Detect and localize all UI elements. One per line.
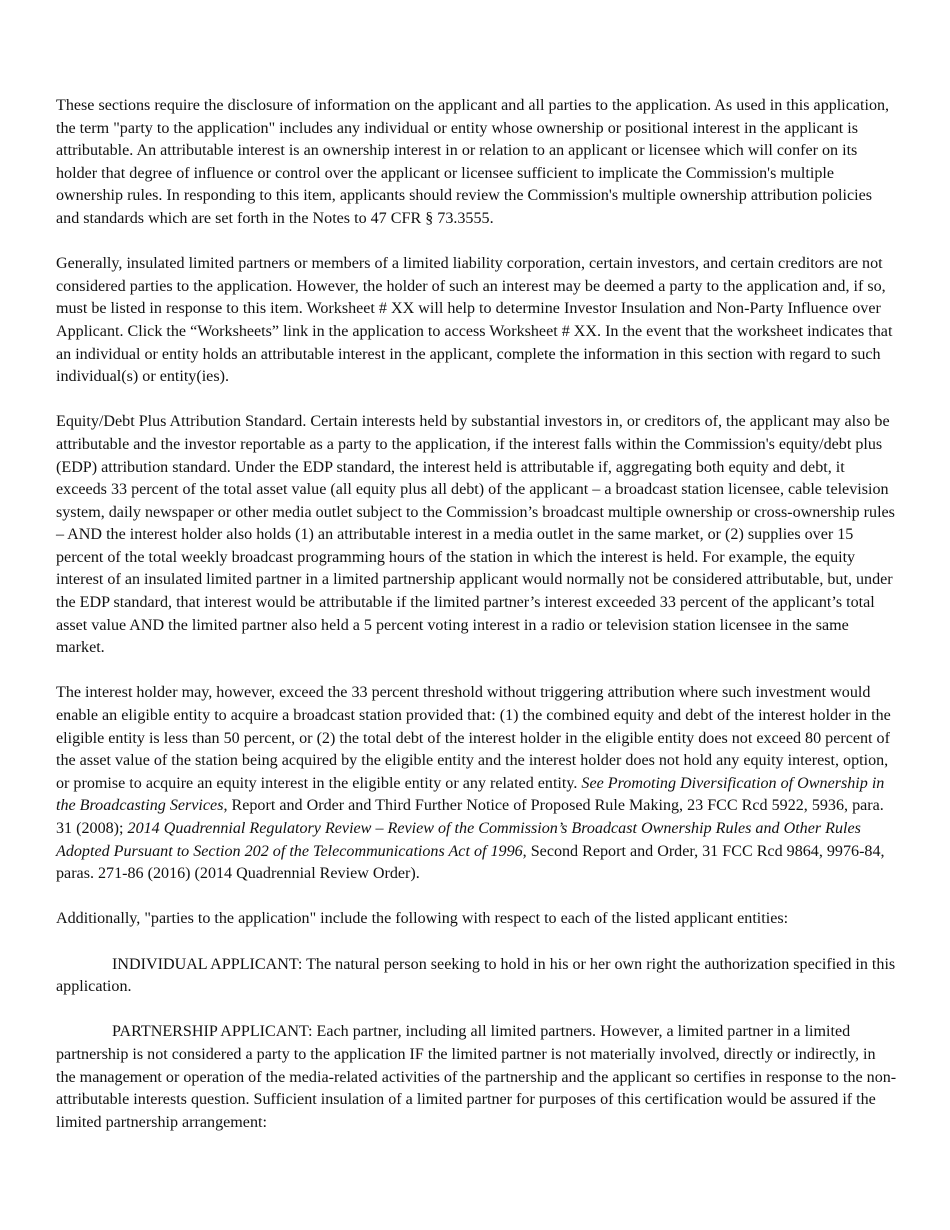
paragraph-edp-standard: Equity/Debt Plus Attribution Standard. Certain interests held by substantial investors in, or creditors of, the applicant may also be attributable and the investor reportable as a party to the application, if the interest falls within the Commission's equity/debt plus (EDP) attribution standard. Under the EDP standard, the interest held is attributable if, aggregating both equity and debt, it exceeds 33 percent of the total asset value (all equity plus all debt) of the applicant – a broadcast station licensee, cable television system, daily newspaper or other media outlet subject to the Commission’s broadcast multiple ownership or cross-ownership rules – AND the interest holder also holds (1) an attributable interest in a media outlet in the same market, or (2) supplies over 15 percent of the total weekly broadcast programming hours of the station in which the interest is held. For example, the equity interest of an insulated limited partner in a limited partnership applicant would normally not be considered attributable, but, under the EDP standard, that interest would be attributable if the limited partner’s interest exceeded 33 percent of the applicant’s total asset value AND the limited partner also held a 5 percent voting interest in a radio or television station licensee in the same market. bbox=[56, 413, 895, 657]
paragraph-insulated-partners: Generally, insulated limited partners or members of a limited liability corporation, certain investors, and certain creditors are not considered parties to the application. However, the holder of such an interest may be deemed a party to the application and, if so, must be listed in response to this item. Worksheet # XX will help to determine Investor Insulation and Non-Party Influence over Applicant. Click the “Worksheets” link in the application to access Worksheet # XX. In the event that the worksheet indicates that an individual or entity holds an attributable interest in the applicant, complete the information in this section with regard to such individual(s) or entity(ies). bbox=[56, 255, 893, 386]
eligible-entity-text-3: , Second Report and Order, 31 FCC Rcd 9864, 9976-84, paras. 271-86 (2016) (2014 Quadrennial Review Order). bbox=[56, 842, 885, 883]
citation-promoting-diversification: See Promoting Diversification of Ownership in the Broadcasting Services bbox=[56, 774, 885, 815]
paragraph-eligible-entity-exception bbox=[56, 682, 898, 885]
paragraph-disclosure-intro: These sections require the disclosure of information on the applicant and all parties to the application. As used in this application, the term "party to the application" includes any individual or entity whose ownership or positional interest in the applicant is attributable. An attributable interest is an ownership interest in or relation to an applicant or licensee which will confer on its holder that degree of influence or control over the applicant or licensee sufficient to implicate the Commission's multiple ownership rules. In responding to this item, applicants should review the Commission's multiple ownership attribution policies and standards which are set forth in the Notes to 47 CFR § 73.3555. bbox=[56, 97, 890, 227]
paragraph-individual-applicant: INDIVIDUAL APPLICANT: The natural person seeking to hold in his or her own right the authorization specified in this application. bbox=[56, 955, 896, 996]
citation-quadrennial-review: 2014 Quadrennial Regulatory Review – Review of the Commission’s Broadcast Ownership Rules and Other Rules Adopted Pursuant to Section 202 of the Telecommunications Act of 1996 bbox=[56, 820, 861, 860]
eligible-entity-text-2: , Report and Order and Third Further Notice of Proposed Rule Making, 23 FCC Rcd 5922, 5936, para. 31 (2008); bbox=[56, 797, 884, 837]
paragraph-partnership-applicant: PARTNERSHIP APPLICANT: Each partner, including all limited partners. However, a limited partner in a limited partnership is not considered a party to the application IF the limited partner is not materially involved, directly or indirectly, in the management or operation of the media-related activities of the partnership and the applicant so certifies in response to the non-attributable interests question. Sufficient insulation of a limited partner for purposes of this certification would be assured if the limited partnership arrangement: bbox=[56, 1023, 897, 1131]
document-page bbox=[56, 95, 898, 1157]
eligible-entity-text-1: The interest holder may, however, exceed the 33 percent threshold without triggering attribution where such investment would enable an eligible entity to acquire a broadcast station provided that: (1) the combined equity and debt of the interest holder in the eligible entity is less than 50 percent, or (2) the total debt of the interest holder in the eligible entity does not exceed 80 percent of the asset value of the station being acquired by the eligible entity and the interest holder does not hold any equity interest, option, or promise to acquire an equity interest in the eligible entity or any related entity. bbox=[56, 684, 891, 792]
paragraph-additional-parties: Additionally, "parties to the application" include the following with respect to each of the listed applicant entities: bbox=[56, 910, 789, 928]
